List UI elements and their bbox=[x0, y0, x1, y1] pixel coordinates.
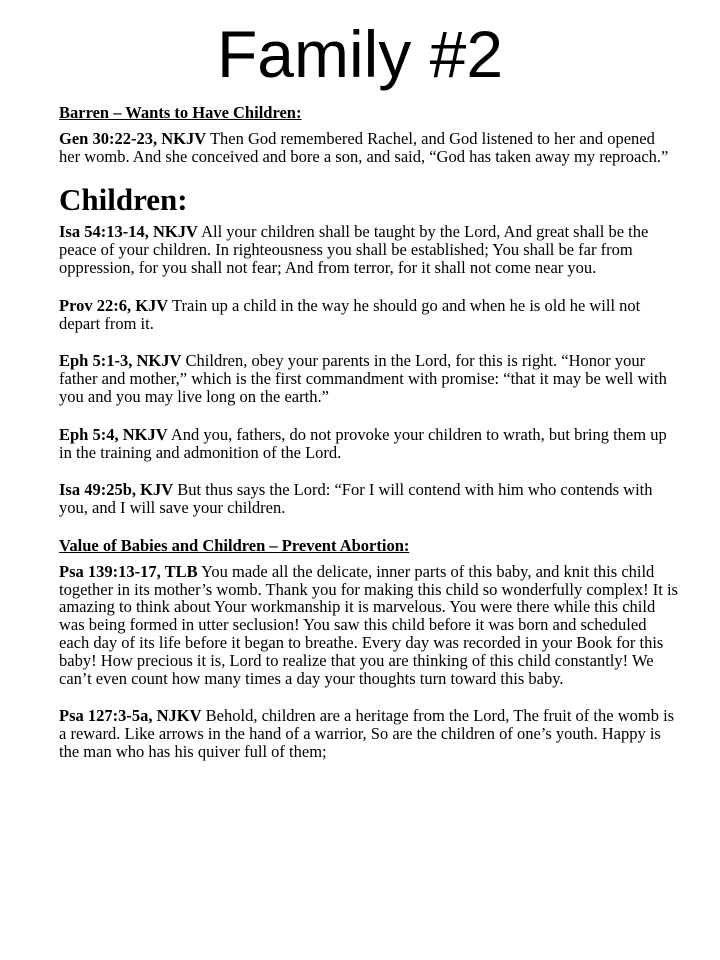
verse-text: And you, fathers, do not provoke your children to wrath, but bring them up in the training and admonition of the Lord. bbox=[59, 424, 667, 462]
verse-text: Behold, children are a heritage from the Lord, The fruit of the womb is a reward. Like arrows in the hand of a warrior, So are the children of one’s youth. Happy is the man who has his quiver full of them; bbox=[59, 706, 675, 761]
verse-text: Train up a child in the way he should go and when he is old he will not depart from it. bbox=[59, 295, 641, 333]
verse-gen-30 bbox=[59, 130, 679, 166]
verse-reference: Prov 22:6, KJV bbox=[59, 295, 169, 315]
verse-text: Then God remembered Rachel, and God listened to her and opened her womb. And she conceived and bore a son, and said, “God has taken away my reproach.” bbox=[59, 128, 669, 166]
verse-reference: Eph 5:1-3, NKJV bbox=[59, 351, 182, 371]
verse-reference: Isa 54:13-14, NKJV bbox=[59, 222, 198, 242]
verse-text: But thus says the Lord: “For I will contend with him who contends with you, and I will save your children. bbox=[59, 480, 653, 518]
document-body bbox=[59, 104, 679, 781]
page-title: Family #2 bbox=[216, 17, 504, 91]
verse-isa-54 bbox=[59, 223, 679, 276]
verse-text: All your children shall be taught by the Lord, And great shall be the peace of your children. In righteousness you shall be established; You shall be far from oppression, for you shall not fear; And from terror, for it shall not come near you. bbox=[59, 222, 649, 277]
value-heading: Value of Babies and Children – Prevent Abortion: bbox=[59, 535, 410, 555]
verse-reference: Gen 30:22-23, NKJV bbox=[59, 128, 207, 148]
verse-reference: Isa 49:25b, KJV bbox=[59, 480, 174, 500]
verse-text: You made all the delicate, inner parts of this baby, and knit this child together in its mother’s womb. Thank you for making this child so wonderfully complex! It is amazing to think about Your workmanship it is marvelous. You were there while this child was being formed in utter seclusion! You saw this child before it was born and scheduled each day of its life before it began to breathe. Every day was recorded in your Book for this baby! How precious it is, Lord to realize that you are thinking of this child constantly! We can’t even count how many times a day your thoughts turn toward this baby. bbox=[59, 561, 678, 688]
verse-reference: Eph 5:4, NKJV bbox=[59, 424, 168, 444]
verse-eph-5-1 bbox=[59, 352, 679, 405]
verse-reference: Psa 127:3-5a, NJKV bbox=[59, 706, 202, 726]
barren-heading: Barren – Wants to Have Children: bbox=[59, 103, 302, 122]
verse-reference: Psa 139:13-17, TLB bbox=[59, 561, 198, 581]
verse-psa-127 bbox=[59, 707, 679, 760]
verse-text: Children, obey your parents in the Lord, for this is right. “Honor your father and mother,” which is the first commandment with promise: “that it may be well with you and you may live long on the earth.” bbox=[59, 351, 667, 406]
verse-psa-139 bbox=[59, 563, 679, 688]
verse-eph-5-4 bbox=[59, 426, 679, 462]
children-heading: Children: bbox=[59, 182, 188, 218]
verse-prov-22 bbox=[59, 297, 679, 333]
verse-isa-49 bbox=[59, 481, 679, 517]
